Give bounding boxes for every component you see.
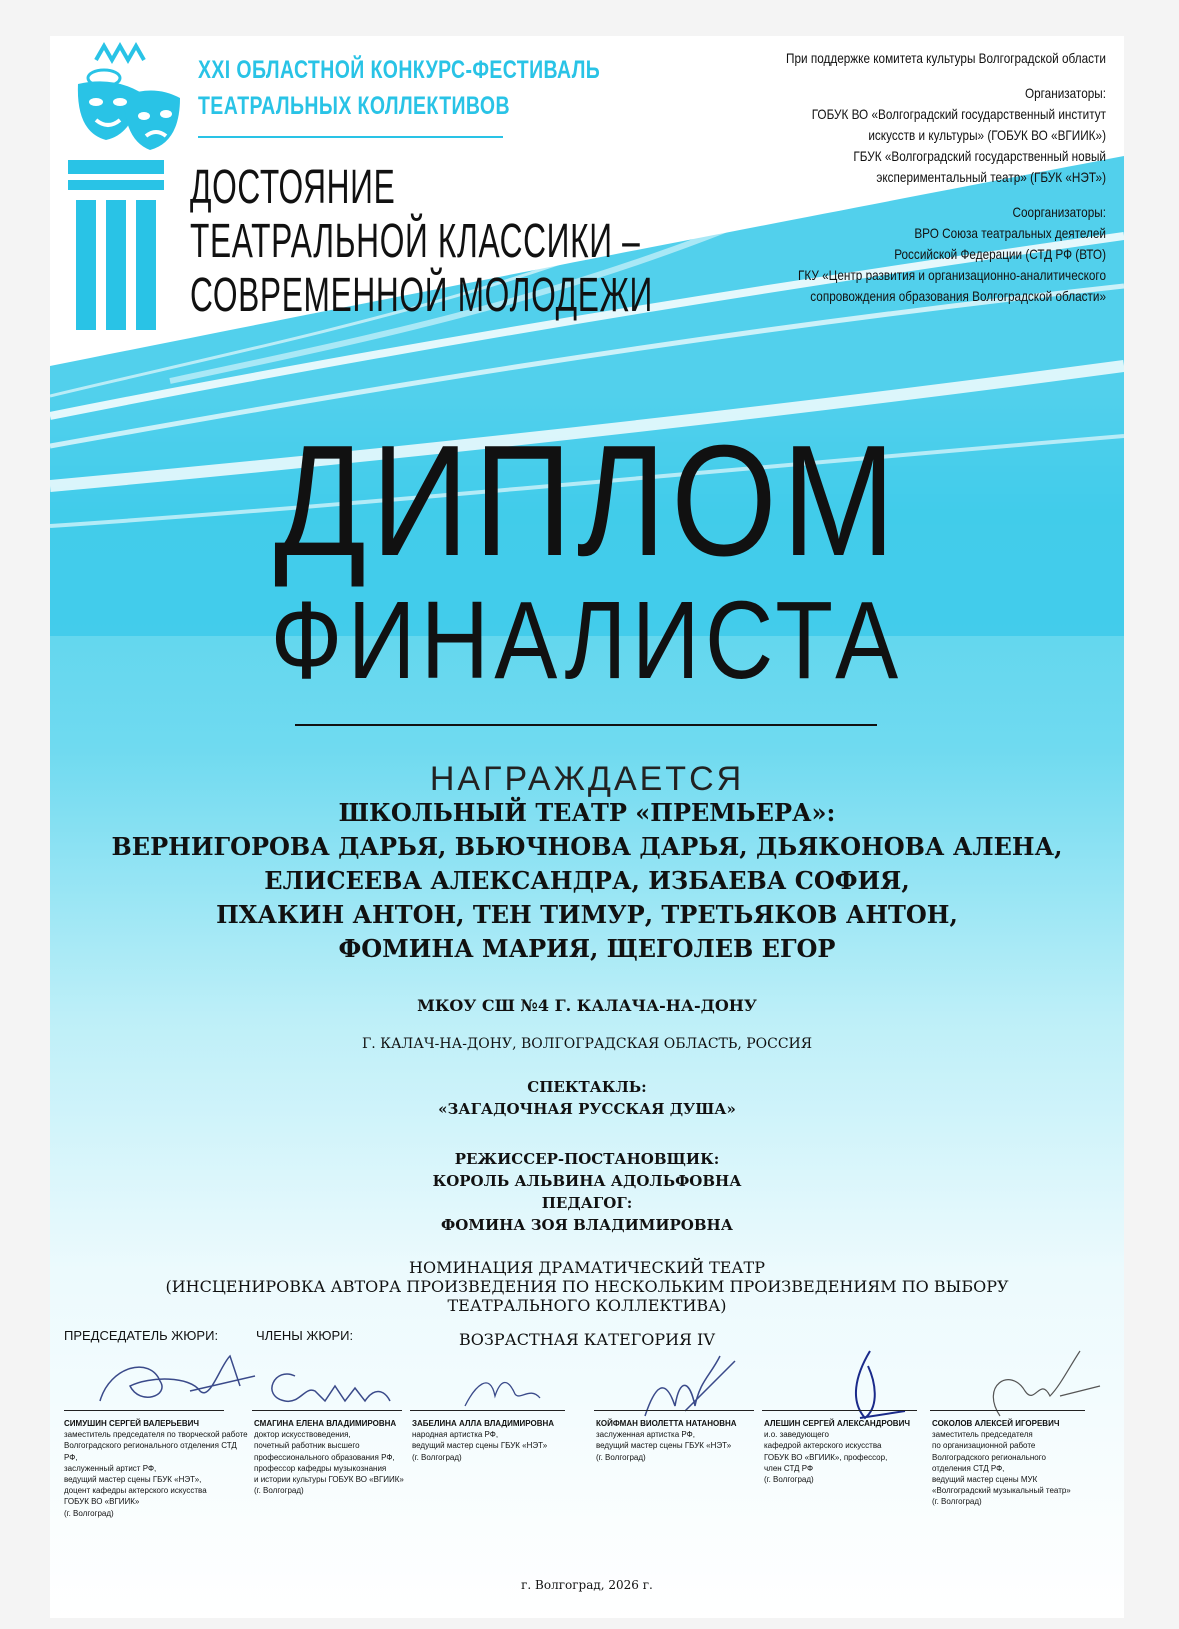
jury-member-detail: ведущий мастер сцены ГБУК «НЭТ»,: [64, 1475, 202, 1485]
diploma-title: [50, 413, 1124, 589]
jury-member-detail: народная артистка РФ,: [412, 1430, 499, 1440]
signature-3: [445, 1346, 565, 1416]
jury-member-detail: (г. Волгоград): [64, 1508, 114, 1518]
teacher-name: ФОМИНА ЗОЯ ВЛАДИМИРОВНА: [441, 1216, 733, 1234]
play-title: «ЗАГАДОЧНАЯ РУССКАЯ ДУША»: [438, 1100, 736, 1118]
coorganizer-line: ВРО Союза театральных деятелей: [914, 225, 1106, 241]
diploma-page: [50, 36, 1124, 1618]
jury-members-label: ЧЛЕНЫ ЖЮРИ:: [256, 1328, 354, 1343]
jury-member-name: КОЙФМАН ВИОЛЕТТА НАТАНОВНА: [596, 1419, 737, 1428]
diploma-subtitle-text: ФИНАЛИСТА: [270, 579, 904, 702]
coorganizer-line: Российской Федерации (СТД РФ (ВТО): [894, 246, 1106, 262]
coorganizers-title: Соорганизаторы:: [1012, 204, 1106, 220]
motto-line2: ТЕАТРАЛЬНОЙ КЛАССИКИ –: [190, 215, 641, 268]
director-label: РЕЖИССЕР-ПОСТАНОВЩИК:: [454, 1150, 720, 1168]
jury-member-detail: Волгоградского регионального отделения СТД РФ,: [64, 1441, 237, 1462]
recipient-line: ШКОЛЬНЫЙ ТЕАТР «ПРЕМЬЕРА»:: [338, 798, 836, 827]
jury-member-detail: отделения СТД РФ,: [932, 1463, 1005, 1473]
footer-place-date: г. Волгоград, 2026 г.: [521, 1578, 653, 1592]
jury-member-detail: профессионального образования РФ,: [254, 1452, 395, 1462]
column-icon: [68, 160, 164, 330]
motto-line3: СОВРЕМЕННОЙ МОЛОДЕЖИ: [190, 269, 653, 322]
jury-member-name: ЗАБЕЛИНА АЛЛА ВЛАДИМИРОВНА: [412, 1419, 555, 1428]
jury-chair-label: ПРЕДСЕДАТЕЛЬ ЖЮРИ:: [64, 1328, 219, 1343]
signature-line: [64, 1410, 224, 1411]
jury-member-name: СИМУШИН СЕРГЕЙ ВАЛЕРЬЕВИЧ: [64, 1419, 200, 1428]
director-name: КОРОЛЬ АЛЬВИНА АДОЛЬФОВНА: [432, 1172, 742, 1190]
jury-member-detail: заслуженная артистка РФ,: [596, 1430, 695, 1440]
festival-divider: [198, 136, 503, 138]
jury-member-detail: ведущий мастер сцены МУК: [932, 1475, 1038, 1485]
staff-block: [50, 1148, 1124, 1236]
jury-member-detail: профессор кафедры музыкознания: [254, 1463, 387, 1473]
jury-member-3: [412, 1418, 582, 1463]
signature-line: [410, 1410, 565, 1411]
jury-member-detail: ведущий мастер сцены ГБУК «НЭТ»: [412, 1441, 548, 1451]
jury-member-detail: (г. Волгоград): [254, 1486, 304, 1496]
age-category: ВОЗРАСТНАЯ КАТЕГОРИЯ IV: [459, 1330, 715, 1349]
signature-line: [594, 1410, 754, 1411]
festival-title-line2: ТЕАТРАЛЬНЫХ КОЛЛЕКТИВОВ: [198, 92, 510, 120]
jury-member-detail: (г. Волгоград): [764, 1475, 814, 1485]
diploma-subtitle: [50, 581, 1124, 701]
signature-line: [930, 1410, 1085, 1411]
nomination-line: (ИНСЦЕНИРОВКА АВТОРА ПРОИЗВЕДЕНИЯ ПО НЕСКОЛЬКИМ ПРОИЗВЕДЕНИЯМ ПО ВЫБОРУ: [165, 1277, 1009, 1296]
jury-member-detail: заслуженный артист РФ,: [64, 1463, 157, 1473]
jury-member-detail: заместитель председателя: [932, 1430, 1033, 1440]
signature-1: [90, 1346, 260, 1416]
jury-member-detail: почетный работник высшего: [254, 1441, 360, 1451]
awarded-label: НАГРАЖДАЕТСЯ: [429, 760, 745, 798]
jury-member-detail: ГОБУК ВО «ВГИИК»: [64, 1497, 140, 1507]
nomination-line: НОМИНАЦИЯ ДРАМАТИЧЕСКИЙ ТЕАТР: [409, 1258, 765, 1277]
signature-4: [625, 1346, 745, 1426]
jury-member-detail: и.о. заведующего: [764, 1430, 829, 1440]
diploma-title-text: ДИПЛОМ: [273, 413, 901, 589]
organizer-line: ГОБУК ВО «Волгоградский государственный институт: [811, 106, 1106, 122]
jury-member-detail: ГОБУК ВО «ВГИИК», профессор,: [764, 1452, 888, 1462]
jury-member-name: СМАГИНА ЕЛЕНА ВЛАДИМИРОВНА: [254, 1419, 397, 1428]
teacher-label: ПЕДАГОГ:: [541, 1194, 633, 1212]
signature-2: [255, 1346, 405, 1416]
title-divider: [295, 724, 877, 726]
festival-logo: [64, 40, 194, 340]
nomination-block: [50, 1258, 1124, 1315]
signature-5: [810, 1346, 920, 1426]
organizer-line: ГБУК «Волгоградский государственный новый: [853, 148, 1106, 164]
jury-member-detail: (г. Волгоград): [932, 1497, 982, 1507]
recipient-line: ПХАКИН АНТОН, ТЕН ТИМУР, ТРЕТЬЯКОВ АНТОН,: [216, 900, 958, 929]
theatre-masks-icon: [78, 46, 180, 150]
signature-line: [762, 1410, 917, 1411]
jury-member-detail: Волгоградского регионального: [932, 1452, 1046, 1462]
jury-member-name: АЛЕШИН СЕРГЕЙ АЛЕКСАНДРОВИЧ: [764, 1419, 910, 1428]
festival-title-line1: XXI ОБЛАСТНОЙ КОНКУРС-ФЕСТИВАЛЬ: [198, 56, 601, 84]
jury-member-detail: (г. Волгоград): [412, 1452, 462, 1462]
jury-member-detail: (г. Волгоград): [596, 1452, 646, 1462]
recipient-line: ФОМИНА МАРИЯ, ЩЕГОЛЕВ ЕГОР: [338, 934, 836, 963]
signature-6: [970, 1346, 1110, 1426]
coorganizer-line: ГКУ «Центр развития и организационно-аналитического: [798, 267, 1106, 283]
jury-member-detail: кафедрой актерского искусства: [764, 1441, 882, 1451]
jury-member-5: [764, 1418, 924, 1485]
jury-member-detail: и истории культуры ГОБУК ВО «ВГИИК»: [254, 1475, 404, 1485]
jury-member-4: [596, 1418, 756, 1463]
organizers-block: [646, 48, 1106, 307]
jury-member-detail: по организационной работе: [932, 1441, 1036, 1451]
jury-member-1: [64, 1418, 249, 1519]
school-name: МКОУ СШ №4 Г. КАЛАЧА-НА-ДОНУ: [417, 996, 757, 1015]
play-block: [50, 1076, 1124, 1120]
play-label: СПЕКТАКЛЬ:: [527, 1078, 647, 1096]
coorganizer-line: сопровождения образования Волгоградской области»: [810, 288, 1106, 304]
organizer-line: экспериментальный театр» (ГБУК «НЭТ»): [876, 169, 1106, 185]
jury-member-detail: ведущий мастер сцены ГБУК «НЭТ»: [596, 1441, 732, 1451]
support-text: При поддержке комитета культуры Волгоградской области: [786, 50, 1106, 66]
signature-line: [252, 1410, 402, 1411]
motto-line1: ДОСТОЯНИЕ: [190, 161, 396, 214]
location: Г. КАЛАЧ-НА-ДОНУ, ВОЛГОГРАДСКАЯ ОБЛАСТЬ, РОССИЯ: [361, 1036, 813, 1052]
jury-member-detail: «Волгоградский музыкальный театр»: [932, 1486, 1071, 1496]
recipients-block: [50, 796, 1124, 966]
jury-member-detail: доцент кафедры актерского искусства: [64, 1486, 207, 1496]
recipient-line: ВЕРНИГОРОВА ДАРЬЯ, ВЬЮЧНОВА ДАРЬЯ, ДЬЯКОНОВА АЛЕНА,: [111, 832, 1063, 861]
recipient-line: ЕЛИСЕЕВА АЛЕКСАНДРА, ИЗБАЕВА СОФИЯ,: [264, 866, 910, 895]
organizer-line: искусств и культуры» (ГОБУК ВО «ВГИИК»): [868, 127, 1106, 143]
jury-member-2: [254, 1418, 404, 1496]
jury-member-detail: доктор искусствоведения,: [254, 1430, 351, 1440]
jury-member-detail: член СТД РФ: [764, 1463, 814, 1473]
jury-member-6: [932, 1418, 1107, 1508]
jury-member-name: СОКОЛОВ АЛЕКСЕЙ ИГОРЕВИЧ: [932, 1419, 1060, 1428]
organizers-title: Организаторы:: [1024, 85, 1106, 101]
jury-member-detail: заместитель председателя по творческой работе: [64, 1430, 248, 1440]
nomination-line: ТЕАТРАЛЬНОГО КОЛЛЕКТИВА): [447, 1296, 727, 1315]
